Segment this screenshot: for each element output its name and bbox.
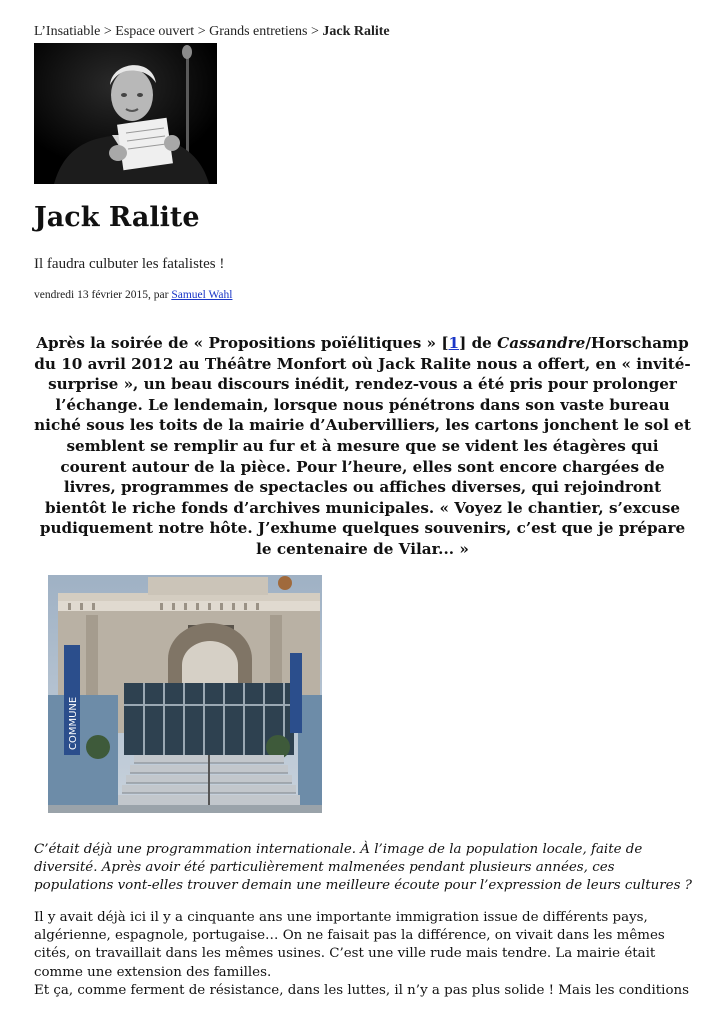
article-subtitle: Il faudra culbuter les fatalistes ! <box>34 256 225 272</box>
portrait-photo <box>34 43 217 184</box>
article-title: Jack Ralite <box>34 202 200 233</box>
article-lead <box>34 333 691 560</box>
breadcrumb <box>34 24 390 40</box>
lead-text-1: Après la soirée de « Propositions poïélitiques » [ <box>36 334 449 352</box>
interview-question: C’était déjà une programmation internationale. À l’image de la population locale, faite de diversité. Après avoir été particulièrement malmenées pendant plusieurs années, ces populations vont-elles trouver demain une meilleure écoute pour l’expression de leurs cultures ? <box>34 842 692 894</box>
lead-text-2: ] de <box>459 334 498 352</box>
article-byline <box>34 289 232 301</box>
breadcrumb-separator: > <box>310 24 319 39</box>
interview-answer-paragraph: Et ça, comme ferment de résistance, dans les luttes, il n’y a pas plus solide ! Mais les conditions <box>34 983 690 998</box>
byline-date: vendredi 13 février 2015, par <box>34 289 169 301</box>
breadcrumb-separator: > <box>103 24 112 39</box>
breadcrumb-current: Jack Ralite <box>322 24 390 39</box>
interview-answer-paragraph: Il y avait déjà ici il y a cinquante ans une importante immigration issue de différents pays, algérienne, espagnole, portugaise… On ne faisait pas la différence, on vivait dans les mêmes cités, on travaillait dans les mêmes usines. C’est une ville rude mais tendre. La mairie était comme une extension des familles. <box>34 910 665 980</box>
author-link[interactable]: Samuel Wahl <box>171 289 233 301</box>
lead-text-3: /Horschamp du 10 avril 2012 au Théâtre Monfort où Jack Ralite nous a offert, en « invité-surprise », un beau discours inédit, rendez-vous a été pris pour prolonger l’échange. Le lendemain, lorsque nous pénétrons dans son vaste bureau niché sous les toits de la mairie d’Aubervilliers, les cartons jonchent le sol et semblent se remplir au fur et à mesure que se vident les étagères qui courent autour de la pièce. Pour l’heure, elles sont encore chargées de livres, programmes de spectacles ou affiches diverses, qui rejoindront bientôt le riche fonds d’archives municipales. « Voyez le chantier, s’excuse pudiquement notre hôte. J’exhume quelques souvenirs, c’est que je prépare le centenaire de Vilar... » <box>34 334 691 558</box>
breadcrumb-separator: > <box>197 24 206 39</box>
breadcrumb-link-espace-ouvert[interactable]: Espace ouvert <box>115 24 195 39</box>
theatre-photo <box>48 575 322 813</box>
banner-text: COMMUNE <box>68 696 79 750</box>
footnote-link[interactable]: 1 <box>448 334 460 352</box>
breadcrumb-link-insatiable[interactable]: L’Insatiable <box>34 24 101 39</box>
breadcrumb-link-grands-entretiens[interactable]: Grands entretiens <box>209 24 308 39</box>
lead-italic-cassandre: Cassandre <box>497 334 586 352</box>
